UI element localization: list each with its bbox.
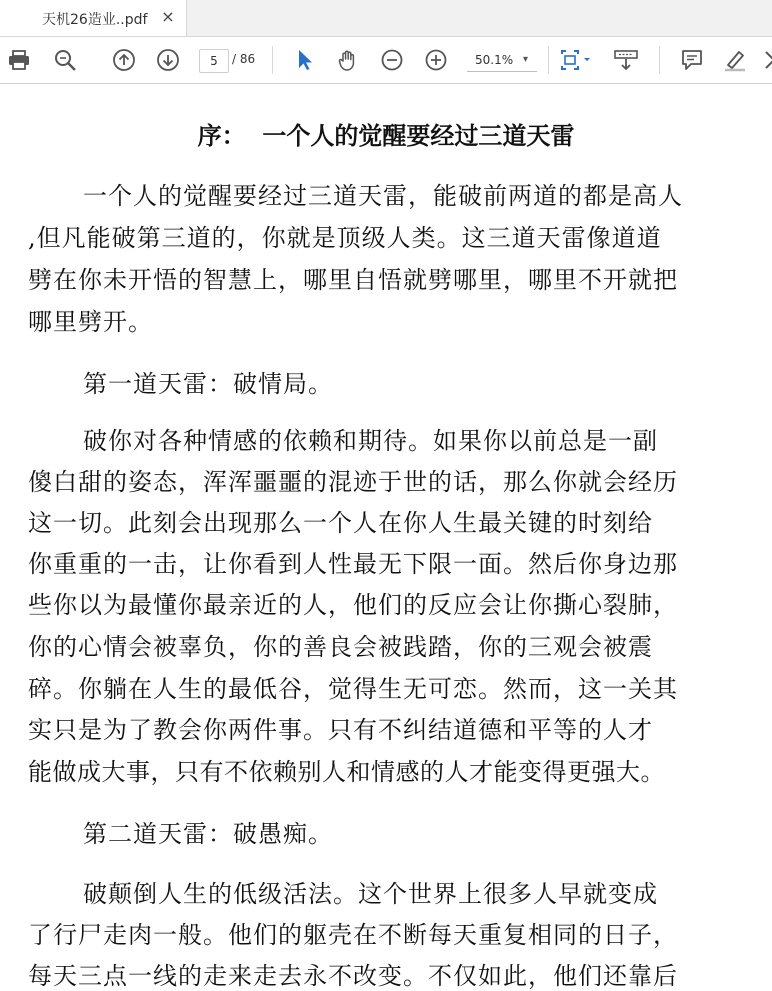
paragraph-line: 劈在你未开悟的智慧上，哪里自悟就劈哪里，哪里不开就把 <box>28 266 678 294</box>
paragraph-line: 你重重的一击，让你看到人性最无下限一面。然后你身边那 <box>28 550 678 578</box>
paragraph-line: 这一切。此刻会出现那么一个人在你人生最关键的时刻给 <box>28 509 653 537</box>
paragraph-line: 你的心情会被辜负，你的善良会被践踏，你的三观会被震 <box>28 633 653 661</box>
comment-icon[interactable] <box>680 48 704 72</box>
fit-page-icon[interactable] <box>558 48 594 72</box>
page-down-icon[interactable] <box>156 48 180 72</box>
tab-bar <box>0 0 772 37</box>
document-page <box>0 84 772 990</box>
section-heading: 第二道天雷：破愚痴。 <box>83 820 333 848</box>
page-up-icon[interactable] <box>112 48 136 72</box>
print-icon[interactable] <box>7 48 31 72</box>
zoom-level-select[interactable] <box>467 49 537 72</box>
toolbar-divider <box>272 46 273 74</box>
zoom-out-icon[interactable] <box>380 48 404 72</box>
chevron-down-icon: ▾ <box>523 54 529 65</box>
paragraph-line: ,但凡能破第三道的，你就是顶级人类。这三道天雷像道道 <box>28 224 662 252</box>
paragraph-line: 破你对各种情感的依赖和期待。如果你以前总是一副 <box>83 427 658 455</box>
hand-tool-icon[interactable] <box>336 48 360 72</box>
highlight-pen-icon[interactable] <box>723 48 747 72</box>
paragraph-line: 些你以为最懂你最亲近的人，他们的反应会让你撕心裂肺， <box>28 591 678 619</box>
more-icon[interactable] <box>762 48 772 72</box>
section-heading: 第一道天雷：破情局。 <box>83 370 333 398</box>
tab-title: 天机26造业..pdf <box>42 12 148 28</box>
paragraph-line: 了行尸走肉一般。他们的躯壳在不断每天重复相同的日子， <box>28 921 678 949</box>
close-tab-icon[interactable]: × <box>161 7 175 26</box>
zoom-in-icon[interactable] <box>424 48 448 72</box>
paragraph-line: 破颠倒人生的低级活法。这个世界上很多人早就变成 <box>83 880 658 908</box>
page-total: / 86 <box>232 52 256 66</box>
document-tab[interactable] <box>0 0 187 36</box>
document-title: 序： 一个人的觉醒要经过三道天雷 <box>197 121 575 150</box>
toolbar <box>0 37 772 84</box>
select-cursor-icon[interactable] <box>293 48 317 72</box>
paragraph-line: 一个人的觉醒要经过三道天雷，能破前两道的都是高人 <box>83 182 683 210</box>
paragraph-line: 能做成大事，只有不依赖别人和情感的人才能变得更强大。 <box>28 758 665 786</box>
toolbar-divider <box>548 46 549 74</box>
scroll-mode-icon[interactable] <box>614 48 638 72</box>
toolbar-divider <box>659 46 660 74</box>
zoom-value: 50.1% <box>475 53 514 67</box>
paragraph-line: 实只是为了教会你两件事。只有不纠结道德和平等的人才 <box>28 716 653 744</box>
paragraph-line: 每天三点一线的走来走去永不改变。不仅如此，他们还靠后 <box>28 962 678 990</box>
paragraph-line: 哪里劈开。 <box>28 308 153 336</box>
page-number-input[interactable]: 5 <box>199 49 229 73</box>
zoom-search-icon[interactable] <box>53 48 77 72</box>
paragraph-line: 傻白甜的姿态，浑浑噩噩的混迹于世的话，那么你就会经历 <box>28 468 678 496</box>
paragraph-line: 碎。你躺在人生的最低谷，觉得生无可恋。然而，这一关其 <box>28 675 678 703</box>
